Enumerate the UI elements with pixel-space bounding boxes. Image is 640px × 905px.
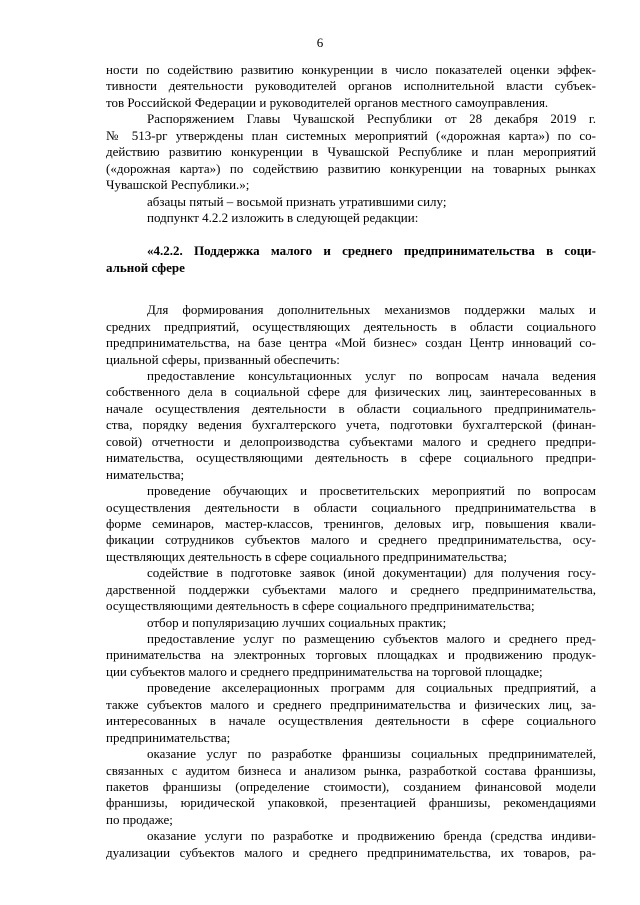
text-line: Для формирования дополнительных механизмов поддержки малых и	[147, 302, 596, 318]
paragraph	[106, 368, 596, 483]
text-line: проведение обучающих и просветительских мероприятий по вопросам	[147, 483, 596, 499]
text-line: связанных с аудитом бизнеса и анализом рынка, разработкой состава франшизы,	[106, 762, 596, 778]
text-line: подпункт 4.2.2 изложить в следующей редакции:	[147, 209, 419, 225]
text-line: предоставление услуг по размещению субъектов малого и среднего пред-	[147, 631, 596, 646]
paragraph-spacer	[106, 276, 596, 302]
paragraph	[106, 565, 596, 614]
text-line: собственного дела в социальной сфере для физических лиц, заинтересованных в	[106, 384, 596, 400]
paragraph	[106, 631, 596, 680]
text-line: Распоряжением Главы Чувашской Республики от 28 декабря 2019 г.	[147, 111, 596, 127]
text-line: нимательства, осуществляющими деятельность в сфере социального предпри-	[106, 450, 596, 466]
paragraph	[106, 111, 596, 193]
paragraph	[106, 615, 596, 631]
text-line: предпринимательства, на базе центра «Мой бизнес» создан Центр инноваций со-	[106, 335, 596, 351]
paragraph	[106, 302, 596, 368]
text-line: нимательства;	[106, 466, 185, 482]
text-line: совой) отчетности и делопроизводства субъектами малого и среднего предпри-	[106, 433, 596, 449]
text-line: дуализации субъектов малого и среднего предпринимательства, их товаров, ра-	[106, 844, 596, 860]
paragraph	[106, 680, 596, 746]
text-line: абзацы пятый – восьмой признать утратившими силу;	[147, 193, 447, 209]
text-line: действию развитию конкуренции в Чувашской Республике и план мероприятий	[106, 144, 596, 160]
paragraph	[106, 194, 596, 210]
paragraph	[106, 746, 596, 828]
paragraph	[106, 828, 596, 861]
document-body	[106, 62, 596, 861]
text-line: предпринимательства;	[106, 729, 231, 745]
text-line: дарственной поддержки субъектами малого и среднего предпринимательства,	[106, 581, 596, 597]
text-line: тивности деятельности руководителей органов исполнительной власти субъек-	[106, 78, 596, 94]
text-line: осуществляющими деятельность в сфере социального предпринимательства;	[106, 598, 535, 614]
text-line: циальной сферы, призванный обеспечить:	[106, 351, 340, 367]
text-line: тов Российской Федерации и руководителей органов местного самоуправления.	[106, 94, 549, 110]
text-line: отбор и популяризацию лучших социальных практик;	[147, 614, 447, 630]
text-line: осуществления деятельности в области социального предпринимательства в	[106, 499, 596, 515]
paragraph	[106, 62, 596, 111]
text-line: оказание услуг по разработке франшизы социальных предпринимателей,	[147, 746, 596, 762]
text-line: принимательства на электронных торговых площадках и продвижению продук-	[106, 647, 596, 663]
text-line: альной сфере	[106, 259, 185, 275]
text-line: ности по содействию развитию конкуренции в число показателей оценки эффек-	[106, 62, 596, 77]
text-line: ществляющих деятельность в сфере социального предпринимательства;	[106, 548, 508, 564]
text-line: по продаже;	[106, 811, 173, 827]
text-line: «4.2.2. Поддержка малого и среднего предпринимательства в соци-	[147, 243, 596, 259]
paragraph	[106, 210, 596, 226]
text-line: («дорожная карта») по содействию развитию конкуренции на товарных рынках	[106, 160, 596, 176]
text-line: фикации сотрудников субъектов малого и среднего предпринимательства, осу-	[106, 532, 596, 548]
text-line: средних предприятий, осуществляющих деятельность в области социального	[106, 318, 596, 334]
section-heading	[106, 243, 596, 276]
text-line: оказание услуги по разработке и продвижению бренда (средства индиви-	[147, 828, 596, 844]
text-line: франшизы, юридической упаковкой, презентацией франшизы, рекомендациями	[106, 795, 596, 811]
text-line: интересованных в начале осуществления деятельности в сфере социального	[106, 713, 596, 729]
text-line: содействие в подготовке заявок (иной документации) для получения госу-	[147, 565, 596, 581]
text-line: пакетов франшизы (определение стоимости), созданием финансовой модели	[106, 778, 596, 794]
page-number: 6	[316, 35, 324, 50]
text-line: также субъектов малого и среднего предпринимательства и физических лиц, за-	[106, 696, 596, 712]
text-line: Чувашской Республики.»;	[106, 177, 250, 193]
text-line: начале осуществления деятельности в области социального предприниматель-	[106, 400, 596, 416]
text-line: предоставление консультационных услуг по вопросам начала ведения	[147, 368, 596, 383]
paragraph-spacer	[106, 226, 596, 243]
text-line: проведение акселерационных программ для социальных предприятий, а	[147, 680, 596, 696]
text-line: ства, порядку ведения бухгалтерского учета, подготовки бухгалтерской (финан-	[106, 417, 596, 433]
text-line: ции субъектов малого и среднего предпринимательства на торговой площадке;	[106, 663, 543, 679]
text-line: № 513-рг утверждены план системных мероприятий («дорожная карта») по со-	[106, 127, 596, 143]
paragraph	[106, 483, 596, 565]
text-line: форме семинаров, мастер-классов, тренингов, деловых игр, повышения квали-	[106, 515, 596, 531]
